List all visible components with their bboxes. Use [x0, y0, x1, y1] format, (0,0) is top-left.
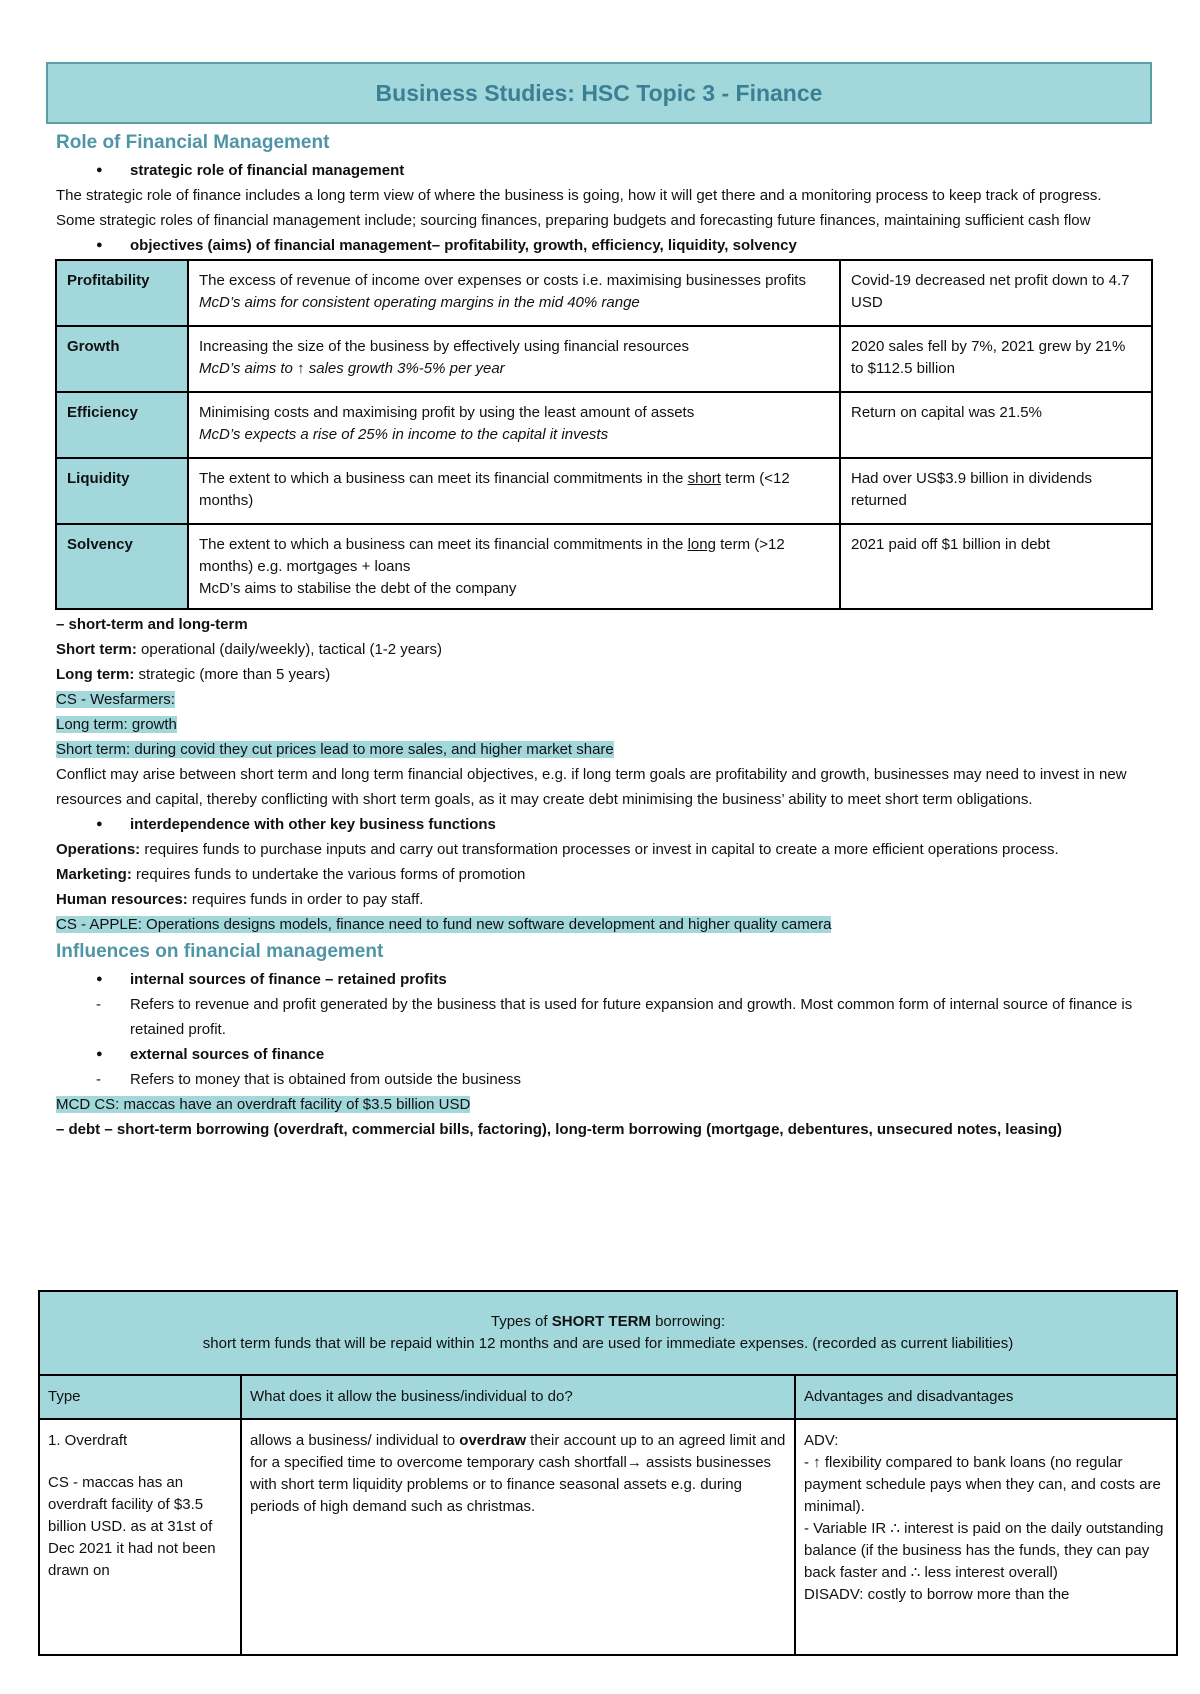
term-label: Operations: [56, 841, 141, 858]
row-label: Growth [56, 326, 188, 392]
case-study-line [56, 912, 1156, 937]
section-heading-role: Role of Financial Management [56, 132, 330, 153]
case-study-line [56, 1092, 1156, 1117]
description-text: The extent to which a business can meet its financial commitments in the [199, 536, 688, 553]
table-row [56, 392, 1152, 458]
term-text: requires funds to purchase inputs and carry out transformation processes or invest in capital to create a more efficient operations process. [140, 841, 1059, 858]
term-label: Marketing: [56, 866, 132, 883]
underlined-term: long [687, 536, 716, 553]
adv-label: ADV: [804, 1432, 839, 1449]
title-banner [46, 62, 1152, 124]
short-long-heading: – short-term and long-term [56, 616, 248, 633]
row-label: Solvency [56, 524, 188, 609]
adv-point: - Variable IR ∴ interest is paid on the daily outstanding balance (if the business has the funds, they can pay back faster and ∴ less interest overall) [804, 1520, 1164, 1581]
term-label: Human resources: [56, 891, 188, 908]
case-study-text: CS - maccas has an overdraft facility of $3.5 billion USD. as at 31st of Dec 2021 it had not been drawn on [48, 1474, 216, 1579]
row-example: Had over US$3.9 billion in dividends returned [840, 458, 1152, 524]
column-header-row [39, 1375, 1177, 1419]
case-study-line [56, 687, 1156, 712]
column-header: Advantages and disadvantages [795, 1375, 1177, 1419]
table-row [56, 458, 1152, 524]
column-header: Type [39, 1375, 241, 1419]
document-body [56, 128, 1156, 1142]
bullet-strategic: ● strategic role of financial management [56, 158, 1156, 183]
table-subtitle: short term funds that will be repaid within 12 months and are used for immediate expenses. (recorded as current liabilities) [202, 1335, 1014, 1352]
table-header-row [39, 1291, 1177, 1375]
description-text: Increasing the size of the business by effectively using financial resources [199, 338, 689, 355]
highlighted-text: Long term: growth [56, 716, 177, 733]
term-text: requires funds in order to pay staff. [187, 891, 424, 908]
highlighted-text: Short term: during covid they cut prices lead to more sales, and higher market share [56, 741, 614, 758]
bullet-interdependence: ● interdependence with other key business functions [56, 812, 1156, 837]
table-title-cell [39, 1291, 1177, 1375]
row-label: Efficiency [56, 392, 188, 458]
type-label: 1. Overdraft [48, 1432, 128, 1449]
marketing-line [56, 862, 1156, 887]
highlighted-text: CS - APPLE: Operations designs models, finance need to fund new software development and higher quality camera [56, 916, 832, 933]
table-title: Types of SHORT TERM borrowing: [490, 1313, 726, 1330]
term-label: Long term: [56, 666, 135, 683]
dash-external: - Refers to money that is obtained from outside the business [56, 1067, 1156, 1092]
description-text: The excess of revenue of income over expenses or costs i.e. maximising businesses profits [199, 272, 806, 289]
dash-internal: - Refers to revenue and profit generated by the business that is used for future expansion and growth. Most common form of internal source of finance is retained profit. [56, 992, 1156, 1042]
page-title: Business Studies: HSC Topic 3 - Finance [375, 79, 823, 106]
table-row [56, 524, 1152, 609]
table-row [56, 260, 1152, 326]
row-example: Return on capital was 21.5% [840, 392, 1152, 458]
paragraph-conflict: Conflict may arise between short term and long term financial objectives, e.g. if long term goals are profitability and growth, businesses may need to invest in new resources and capital, thereby conflicting with short term goals, as it may create debt minimising the business’ ability to meet short term obligations. [56, 766, 1127, 808]
case-study-line [56, 712, 1156, 737]
section-heading-influences: Influences on financial management [56, 941, 384, 962]
term-text: strategic (more than 5 years) [134, 666, 331, 683]
row-example: Covid-19 decreased net profit down to 4.7 USD [840, 260, 1152, 326]
short-term-borrowing-table [38, 1290, 1178, 1656]
description-cell: allows a business/ individual to overdraw their account up to an agreed limit and for a specified time to overcome temporary cash shortfall→ assists businesses with short term liquidity problems or to finance seasonal assets e.g. during periods of high demand such as christmas. [241, 1419, 795, 1655]
row-description [188, 524, 840, 609]
row-example: 2021 paid off $1 billion in debt [840, 524, 1152, 609]
debt-line: – debt – short-term borrowing (overdraft, commercial bills, factoring), long-term borrowing (mortgage, debentures, unsecured notes, leasing) [56, 1121, 1062, 1138]
row-description [188, 392, 840, 458]
case-study-line [56, 737, 1156, 762]
highlighted-text: MCD CS: maccas have an overdraft facility of $3.5 billion USD [56, 1096, 471, 1113]
disadv-point: DISADV: costly to borrow more than the [804, 1586, 1070, 1603]
adv-point: - ↑ flexibility compared to bank loans (no regular payment schedule pays when they can, and costs are minimal). [804, 1454, 1161, 1515]
mcd-aim-text: McD’s expects a rise of 25% in income to the capital it invests [199, 426, 609, 443]
term-text: operational (daily/weekly), tactical (1-2 years) [136, 641, 442, 658]
type-cell [39, 1419, 241, 1655]
highlighted-text: CS - Wesfarmers: [56, 691, 175, 708]
paragraph-strategic-2: Some strategic roles of financial management include; sourcing finances, preparing budgets and forecasting future finances, maintaining sufficient cash flow [56, 212, 1091, 229]
row-label: Liquidity [56, 458, 188, 524]
mcd-aim-text: McD’s aims to ↑ sales growth 3%-5% per year [199, 360, 505, 377]
short-term-line [56, 637, 1156, 662]
description-text: The extent to which a business can meet its financial commitments in the [199, 470, 688, 487]
operations-line [56, 837, 1156, 862]
objectives-table [55, 259, 1153, 610]
row-example: 2020 sales fell by 7%, 2021 grew by 21% to $112.5 billion [840, 326, 1152, 392]
bullet-external: ● external sources of finance [56, 1042, 1156, 1067]
underlined-term: short [687, 470, 721, 487]
paragraph-strategic-1: The strategic role of finance includes a long term view of where the business is going, how it will get there and a monitoring process to keep track of progress. [56, 187, 1102, 204]
row-description [188, 326, 840, 392]
term-text: requires funds to undertake the various forms of promotion [131, 866, 526, 883]
adv-disadv-cell [795, 1419, 1177, 1655]
description-text: Minimising costs and maximising profit by using the least amount of assets [199, 404, 695, 421]
row-description [188, 260, 840, 326]
description-text: term (>12 months) e.g. mortgages + loans [199, 536, 785, 575]
long-term-line [56, 662, 1156, 687]
row-label: Profitability [56, 260, 188, 326]
hr-line [56, 887, 1156, 912]
table-row [39, 1419, 1177, 1655]
column-header: What does it allow the business/individual to do? [241, 1375, 795, 1419]
mcd-aim-text: McD’s aims for consistent operating margins in the mid 40% range [199, 294, 640, 311]
mcd-aim-text: McD’s aims to stabilise the debt of the company [199, 580, 517, 597]
bullet-internal: ● internal sources of finance – retained profits [56, 967, 1156, 992]
description-text: term (<12 months) [199, 470, 790, 509]
row-description [188, 458, 840, 524]
table-row [56, 326, 1152, 392]
bullet-objectives: ● objectives (aims) of financial management– profitability, growth, efficiency, liquidity, solvency [56, 233, 1156, 258]
term-label: Short term: [56, 641, 137, 658]
